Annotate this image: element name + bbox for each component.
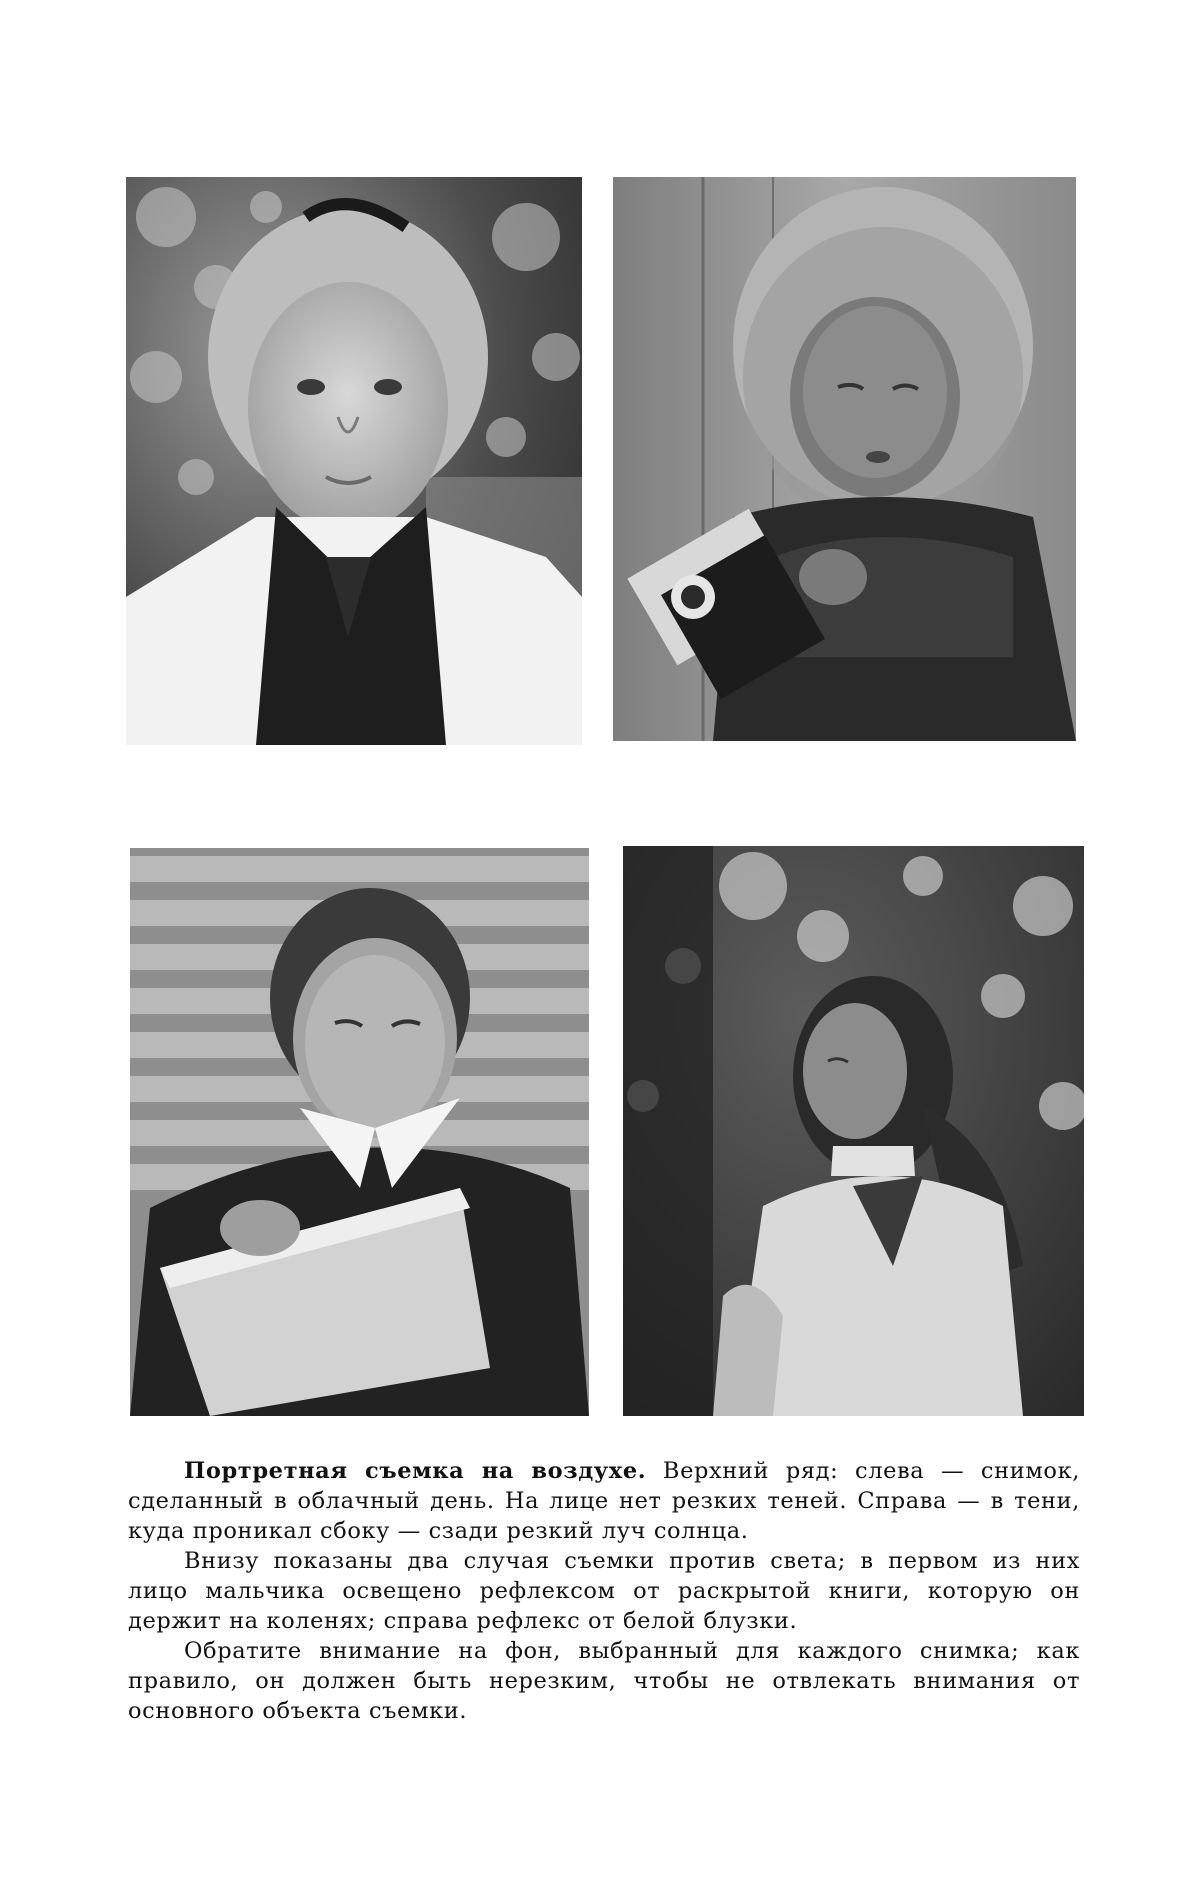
- boy-portrait-image: [130, 848, 589, 1416]
- girl-portrait-image: [126, 177, 582, 745]
- caption-lead: Портретная съемка на воздухе.: [184, 1458, 647, 1484]
- caption-paragraph-2: Внизу показаны два случая съемки против света; в первом из них лицо мальчика освещено рефлексом от раскрытой книги, которую он держит на коленях; справа рефлекс от белой блузки.: [128, 1548, 1080, 1634]
- photo-bottom-left: [130, 848, 589, 1416]
- girl-blouse-portrait-image: [623, 846, 1084, 1416]
- photo-top-right: [613, 177, 1076, 741]
- caption-paragraph-3: Обратите внимание на фон, выбранный для каждого снимка; как правило, он должен быть нерезким, чтобы не отвлекать внимания от основного объекта съемки.: [128, 1638, 1080, 1724]
- caption: [128, 1456, 1080, 1726]
- caption-p1-rest: Верхний ряд: слева — снимок, сделанный в облачный день. На лице нет резких теней. Справа — в тени, куда проникал сбоку — сзади резкий луч солнца.: [128, 1458, 1080, 1544]
- toddler-portrait-image: [613, 177, 1076, 741]
- caption-paragraph-1: [128, 1456, 1080, 1546]
- photo-top-left: [126, 177, 582, 745]
- photo-bottom-right: [623, 846, 1084, 1416]
